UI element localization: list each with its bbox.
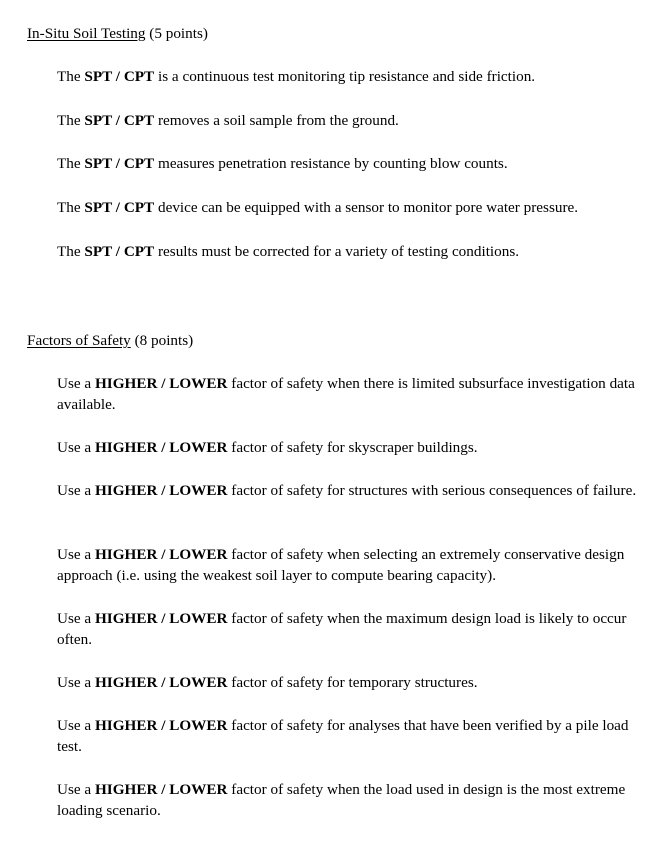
question-item <box>57 545 647 586</box>
section-points: (5 points) <box>149 25 208 42</box>
question-item <box>57 673 647 694</box>
question-item <box>57 438 647 459</box>
question-text-post: is a continuous test monitoring tip resistance and side friction. <box>154 68 536 85</box>
answer-choice: SPT / CPT <box>84 155 155 172</box>
question-item <box>57 780 647 821</box>
question-text-post: device can be equipped with a sensor to monitor pore water pressure. <box>154 199 579 216</box>
question-text-pre: The <box>57 112 85 129</box>
question-text-pre: Use a <box>57 546 95 563</box>
question-text-post: factor of safety for temporary structures. <box>227 674 478 691</box>
question-text-post: measures penetration resistance by counting blow counts. <box>154 155 508 172</box>
section-title: In-Situ Soil Testing <box>27 25 146 42</box>
question-text-pre: Use a <box>57 439 95 456</box>
question-text-post: factor of safety when the load used in design is the most extreme loading scenario. <box>57 781 626 819</box>
section-heading-soil-testing <box>27 24 208 44</box>
question-text-post: factor of safety for skyscraper buildings. <box>227 439 478 456</box>
answer-choice: SPT / CPT <box>84 243 155 260</box>
question-item <box>57 716 647 757</box>
section-title: Factors of Safety <box>27 332 131 349</box>
answer-choice: HIGHER / LOWER <box>94 674 228 691</box>
answer-choice: HIGHER / LOWER <box>94 439 228 456</box>
question-item <box>57 374 647 415</box>
answer-choice: HIGHER / LOWER <box>94 781 228 798</box>
question-text-pre: Use a <box>57 375 95 392</box>
question-text-post: results must be corrected for a variety of testing conditions. <box>154 243 520 260</box>
question-item <box>57 609 647 650</box>
answer-choice: HIGHER / LOWER <box>94 546 228 563</box>
question-item <box>57 67 647 88</box>
section-heading-factors-of-safety <box>27 331 193 351</box>
question-text-pre: Use a <box>57 674 95 691</box>
question-text-post: factor of safety when the maximum design load is likely to occur often. <box>57 610 627 648</box>
section-points: (8 points) <box>134 332 194 349</box>
answer-choice: SPT / CPT <box>84 199 155 216</box>
answer-choice: HIGHER / LOWER <box>94 717 228 734</box>
answer-choice: HIGHER / LOWER <box>94 375 228 392</box>
question-text-pre: Use a <box>57 717 95 734</box>
question-text-pre: The <box>57 155 85 172</box>
question-text-pre: Use a <box>57 781 95 798</box>
question-text-post: factor of safety when selecting an extremely conservative design approach (i.e. using the weakest soil layer to compute bearing capacity). <box>57 546 625 584</box>
question-item <box>57 242 647 263</box>
answer-choice: HIGHER / LOWER <box>94 610 228 627</box>
question-text-post: factor of safety for structures with serious consequences of failure. <box>227 482 637 499</box>
question-item <box>57 198 647 219</box>
answer-choice: HIGHER / LOWER <box>94 482 228 499</box>
answer-choice: SPT / CPT <box>84 68 155 85</box>
question-item <box>57 111 647 132</box>
question-text-pre: Use a <box>57 482 95 499</box>
question-text-post: factor of safety when there is limited subsurface investigation data available. <box>57 375 635 413</box>
question-item <box>57 154 647 175</box>
answer-choice: SPT / CPT <box>84 112 155 129</box>
question-text-pre: Use a <box>57 610 95 627</box>
question-text-pre: The <box>57 68 85 85</box>
question-item <box>57 481 647 502</box>
question-text-pre: The <box>57 243 85 260</box>
question-text-post: factor of safety for analyses that have been verified by a pile load test. <box>57 717 629 755</box>
question-text-post: removes a soil sample from the ground. <box>154 112 399 129</box>
question-text-pre: The <box>57 199 85 216</box>
